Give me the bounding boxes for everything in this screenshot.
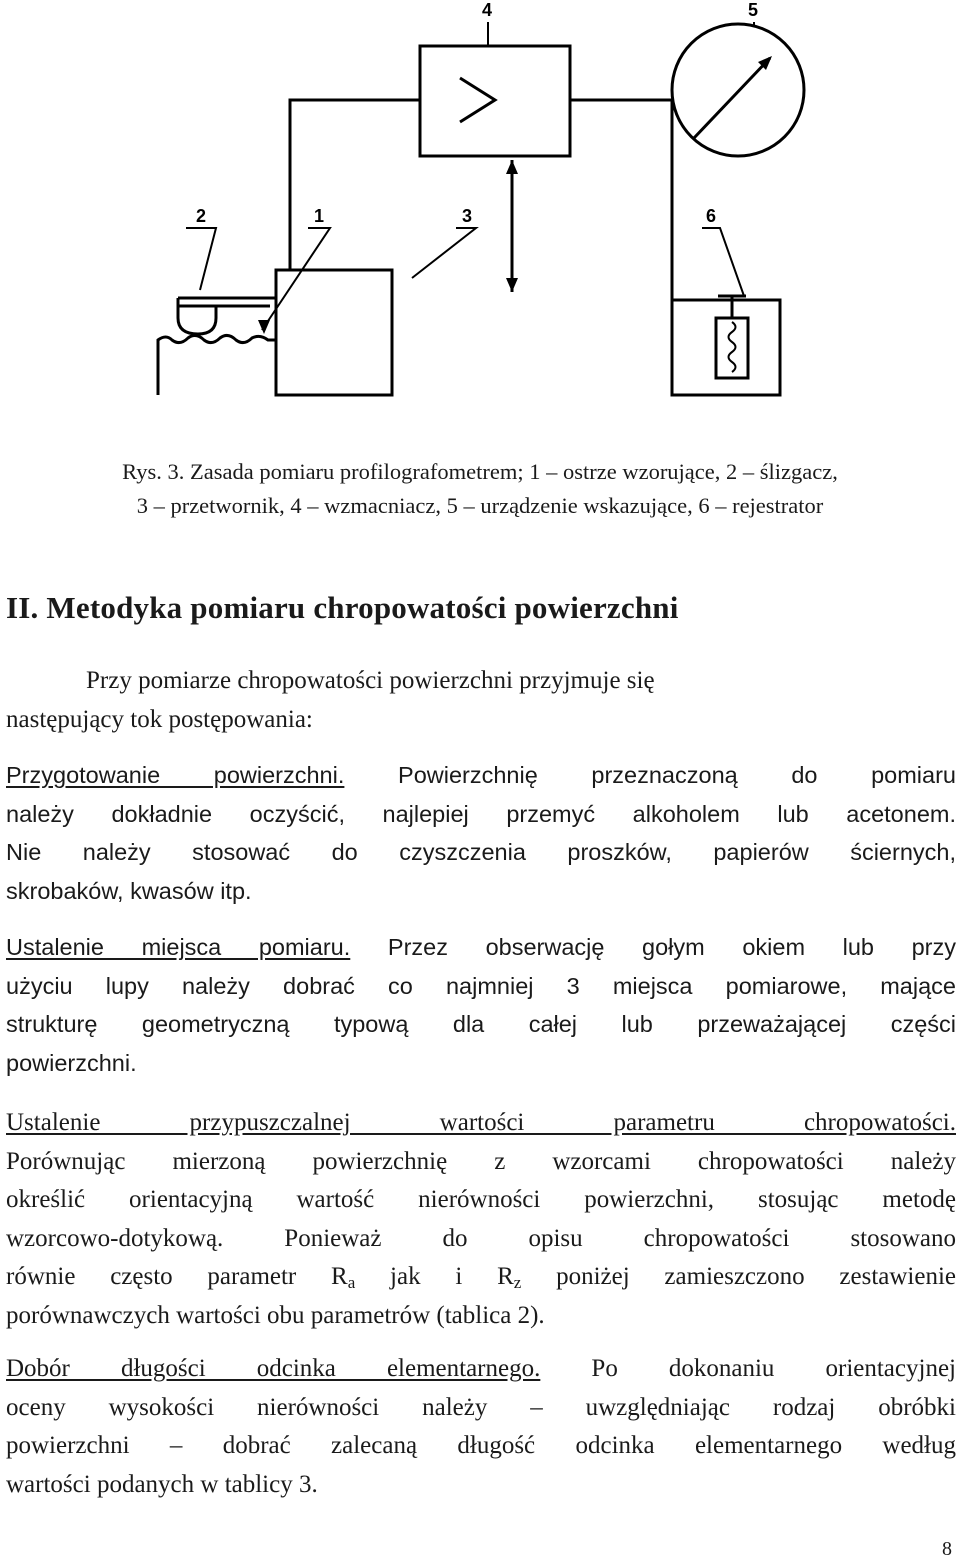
recorder-spring [729,322,736,372]
paragraph-surface-preparation [6,756,956,910]
p3-title: Ustalenie przypuszczalnej wartości parametru chropowatości. [6,1109,956,1136]
p1-line-4: skrobaków, kwasów itp. [6,877,252,904]
skid-arm [178,298,276,306]
page-number: 8 [942,1538,952,1560]
p3-line-5: porównawczych wartości obu parametrów (tablica 2). [6,1301,545,1329]
recorder-box [672,300,780,395]
p2-line-2: użyciu lupy należy dobrać co najmniej 3 miejsca pomiarowe, mające [6,972,956,999]
p1-line-1: Powierzchnię przeznaczoną do pomiaru [344,762,956,788]
intro-line-1: Przy pomiarze chropowatości powierzchni przyjmuje się [86,667,655,694]
p4-title: Dobór długości odcinka elementarnego. [6,1355,541,1382]
paragraph-sampling-length [6,1350,956,1504]
recorder-spring-frame [716,318,748,378]
p3-line-2: określić orientacyjną wartość nierówności powierzchni, stosując metodę [6,1186,956,1213]
transducer-outline [276,300,392,395]
paragraph-roughness-estimate [6,1104,956,1335]
leader-3 [412,228,476,278]
intro-line-2: następujący tok postępowania: [6,705,313,733]
arrowhead-down [506,278,518,292]
label-3: 3 [462,206,473,226]
p2-line-4: powierzchni. [6,1049,137,1076]
p1-title: Przygotowanie powierzchni. [6,762,345,788]
leader-1 [262,228,330,330]
subscript-a: a [347,1273,356,1292]
figure-caption [0,455,960,523]
skid [178,298,216,334]
label-2: 2 [196,206,207,226]
p1-line-3: Nie należy stosować do czyszczenia proszków, papierów ściernych, [6,839,956,865]
p3-line-1: Porównując mierzoną powierzchnię z wzorcami chropowatości należy [6,1147,956,1175]
p3-line-4-b: jak i R [355,1263,514,1290]
arrowhead-up [506,160,518,174]
section-heading: II. Metodyka pomiaru chropowatości powierzchni [6,590,679,625]
workpiece [158,335,276,395]
p2-title: Ustalenie miejsca pomiaru. [6,934,351,960]
amplifier-symbol [460,78,495,122]
label-5: 5 [748,0,759,20]
caption-line-1: Rys. 3. Zasada pomiaru profilografometrem; 1 – ostrze wzorujące, 2 – ślizgacz, [122,459,838,484]
transducer-housing [276,270,392,395]
label-6: 6 [706,206,717,226]
p4-line-4: wartości podanych w tablicy 3. [6,1470,318,1498]
label-4: 4 [482,0,493,20]
paragraph-measurement-location [6,928,956,1082]
wire-amplifier-to-transducer [290,100,420,270]
p1-line-2: należy dokładnie oczyścić, najlepiej przemyć alkoholem lub acetonem. [6,800,956,827]
p3-line-4-c: poniżej zamieszczono zestawienie [521,1263,956,1290]
leader-2 [186,228,216,290]
stylus-tip [258,320,270,334]
leader-6 [702,228,744,296]
p4-line-2: oceny wysokości nierówności należy – uwzględniając rodzaj obróbki [6,1393,956,1421]
p4-line-3: powierzchni – dobrać zalecaną długość odcinka elementarnego według [6,1432,956,1459]
p2-line-1: Przez obserwację gołym okiem lub przy [350,934,956,960]
p2-line-3: strukturę geometryczną typową dla całej lub przeważającej części [6,1011,956,1037]
caption-line-2: 3 – przetwornik, 4 – wzmacniacz, 5 – urządzenie wskazujące, 6 – rejestrator [136,493,824,518]
subscript-z: z [513,1273,522,1292]
label-1: 1 [314,206,325,226]
intro-paragraph [6,662,956,739]
profilographometer-diagram [0,0,960,420]
p3-line-4-a: równie często parametr R [6,1263,348,1290]
gauge-needle [694,58,770,138]
p3-line-3: wzorcowo-dotykową. Ponieważ do opisu chropowatości stosowano [6,1224,956,1252]
p3-line-4 [6,1258,956,1297]
p4-line-1: Po dokonaniu orientacyjnej [540,1355,956,1382]
